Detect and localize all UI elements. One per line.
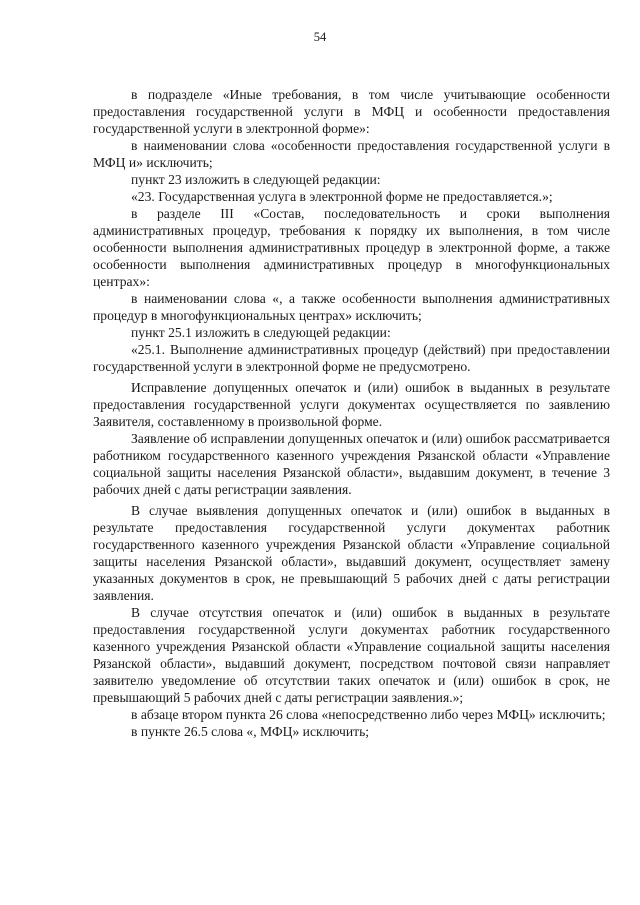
paragraph: В случае отсутствия опечаток и (или) ошибок в выданных в результате предоставления государственной услуги документах работник государственного казенного учреждения Рязанской области «Управление социальной защиты населения Рязанской области», выдавший документ, посредством почтовой связи направляет заявителю уведомление об отсутствии таких опечаток и (или) ошибок в срок, не превышающий 5 рабочих дней с даты регистрации заявления.»;	[93, 605, 610, 705]
paragraph: пункт 23 изложить в следующей редакции:	[131, 172, 381, 187]
paragraph: в наименовании слова «особенности предоставления государственной услуги в МФЦ и» исключить;	[93, 138, 610, 170]
paragraph: пункт 25.1 изложить в следующей редакции:	[131, 325, 391, 340]
paragraph: в абзаце втором пункта 26 слова «непосредственно либо через МФЦ» исключить;	[131, 707, 606, 722]
paragraph: В случае выявления допущенных опечаток и (или) ошибок в выданных в результате предоставления государственной услуги документах работник государственного казенного учреждения Рязанской области «Управление социальной защиты населения Рязанской области», выдавший документ, осуществляет замену указанных документов в срок, не превышающий 5 рабочих дней с даты регистрации заявления.	[93, 503, 610, 603]
page-number: 54	[313, 30, 327, 44]
paragraph: «23. Государственная услуга в электронной форме не предоставляется.»;	[131, 189, 553, 204]
document-body	[93, 86, 610, 740]
paragraph: Исправление допущенных опечаток и (или) ошибок в выданных в результате предоставления государственной услуги документах осуществляется по заявлению Заявителя, составленному в произвольной форме.	[93, 380, 610, 429]
paragraph: «25.1. Выполнение административных процедур (действий) при предоставлении государственной услуги в электронной форме не предусмотрено.	[93, 342, 610, 374]
paragraph: в разделе III «Состав, последовательность и сроки выполнения административных процедур, требования к порядку их выполнения, в том числе особенности выполнения административных процедур в электронной форме, а также особенности выполнения административных процедур в многофункциональных центрах»:	[93, 206, 610, 289]
paragraph: в подразделе «Иные требования, в том числе учитывающие особенности предоставления государственной услуги в МФЦ и особенности предоставления государственной услуги в электронной форме»:	[93, 87, 610, 136]
paragraph: в наименовании слова «, а также особенности выполнения административных процедур в многофункциональных центрах» исключить;	[93, 291, 610, 323]
paragraph: Заявление об исправлении допущенных опечаток и (или) ошибок рассматривается работником государственного казенного учреждения Рязанской области «Управление социальной защиты населения Рязанской области», выдавшим документ, в течение 3 рабочих дней с даты регистрации заявления.	[93, 431, 610, 497]
paragraph: в пункте 26.5 слова «, МФЦ» исключить;	[131, 724, 370, 739]
